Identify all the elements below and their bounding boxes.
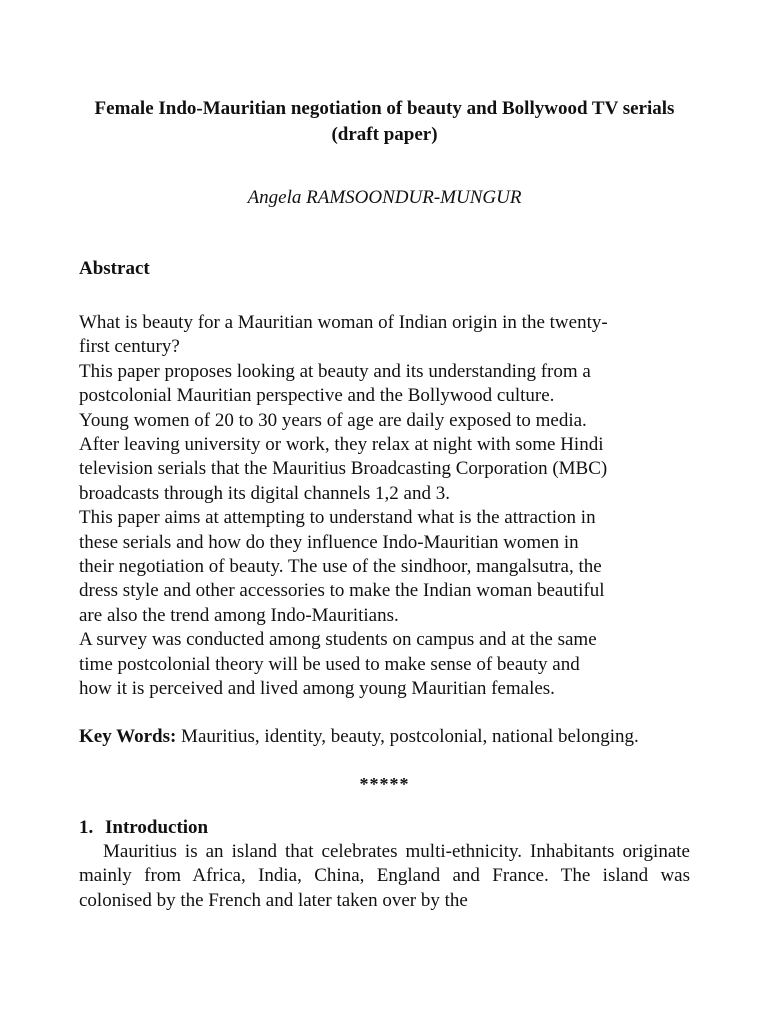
keywords — [79, 725, 690, 749]
author-name: Angela RAMSOONDUR-MUNGUR — [247, 187, 522, 208]
paper-title: Female Indo-Mauritian negotiation of beauty and Bollywood TV serials (draft paper) — [94, 98, 675, 145]
abstract-line: are also the trend among Indo-Mauritians. — [79, 604, 399, 626]
abstract-line: their negotiation of beauty. The use of the sindhoor, mangalsutra, the — [79, 556, 602, 578]
abstract-body — [79, 311, 690, 702]
keywords-text: Mauritius, identity, beauty, postcolonial, national belonging. — [181, 725, 639, 747]
abstract-line: A survey was conducted among students on campus and at the same — [79, 629, 597, 651]
abstract-line: time postcolonial theory will be used to make sense of beauty and — [79, 653, 580, 675]
section-separator: ***** — [359, 773, 410, 794]
abstract-line: broadcasts through its digital channels 1,2 and 3. — [79, 482, 450, 504]
section-number: 1. — [79, 816, 94, 838]
abstract-line: these serials and how do they influence Indo-Mauritian women in — [79, 531, 579, 553]
keywords-label: Key Words: — [79, 725, 177, 747]
abstract-line: This paper aims at attempting to understand what is the attraction in — [79, 507, 596, 529]
abstract-line: What is beauty for a Mauritian woman of Indian origin in the twenty- — [79, 312, 608, 333]
abstract-line: dress style and other accessories to make the Indian woman beautiful — [79, 580, 605, 602]
introduction-heading — [79, 816, 690, 840]
paper-content — [79, 96, 690, 913]
abstract-heading: Abstract — [79, 258, 150, 279]
introduction-paragraph: Mauritius is an island that celebrates multi-ethnicity. Inhabitants originate mainly from Africa, India, China, England and France. The island was colonised by the French and later taken over by the — [79, 840, 690, 911]
abstract-line: postcolonial Mauritian perspective and the Bollywood culture. — [79, 385, 555, 407]
abstract-line: how it is perceived and lived among young Mauritian females. — [79, 678, 555, 700]
abstract-line: Young women of 20 to 30 years of age are daily exposed to media. — [79, 409, 587, 431]
section-title: Introduction — [105, 816, 209, 838]
abstract-line: television serials that the Mauritius Broadcasting Corporation (MBC) — [79, 458, 608, 480]
abstract-line: This paper proposes looking at beauty and its understanding from a — [79, 360, 591, 382]
abstract-line: After leaving university or work, they relax at night with some Hindi — [79, 434, 604, 456]
abstract-line: first century? — [79, 336, 180, 358]
